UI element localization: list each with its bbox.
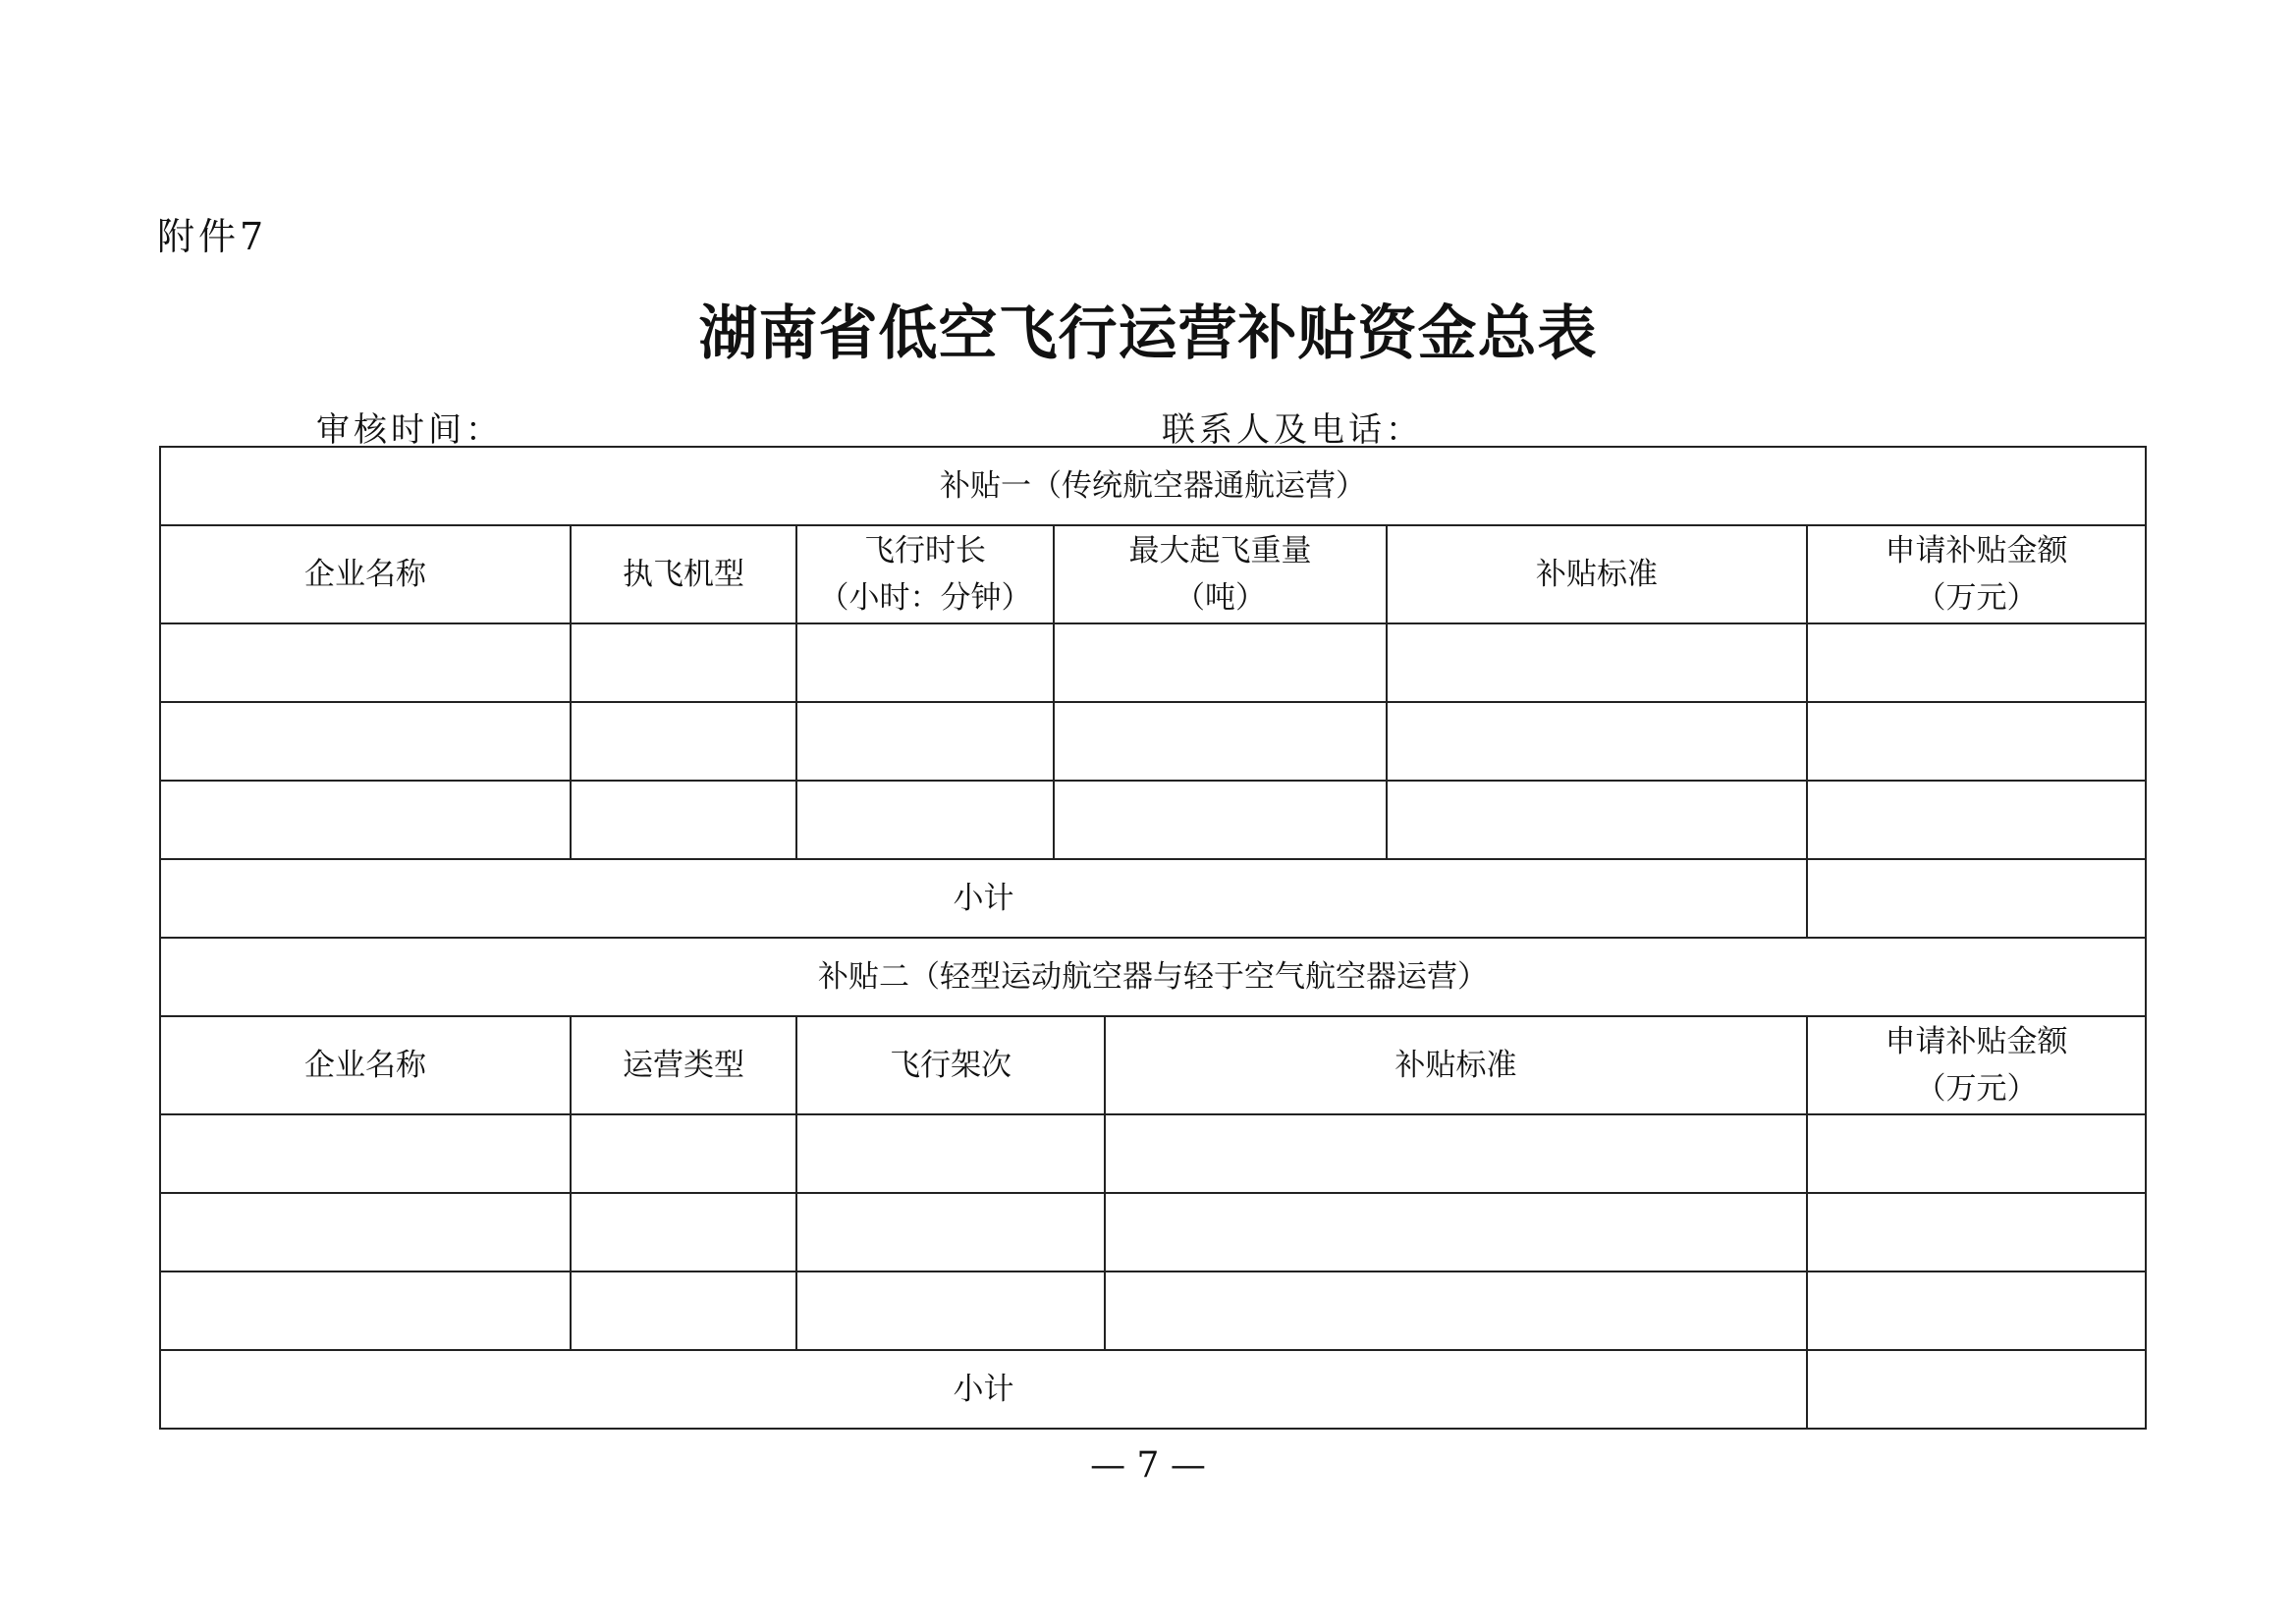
document-title: 湖南省低空飞行运营补贴资金总表 (698, 299, 1598, 368)
s2-subtotal-value (1807, 1350, 2146, 1429)
s2-header-amount-line2: （万元） (1915, 1071, 2038, 1107)
table-cell (160, 702, 571, 781)
table-cell (571, 1271, 796, 1350)
table-cell (571, 623, 796, 702)
s1-header-standard: 补贴标准 (1387, 525, 1807, 623)
s1-header-mtow-line2: （吨） (1175, 580, 1266, 616)
table-cell (1807, 1114, 2146, 1193)
table-row (160, 1271, 2146, 1350)
subsidy-summary-table (159, 446, 2147, 1430)
section2-header-row (160, 1016, 2146, 1114)
table-row (160, 781, 2146, 859)
section2-subtotal-row (160, 1350, 2146, 1429)
table-cell (1807, 623, 2146, 702)
table-cell (1054, 623, 1387, 702)
table-cell (796, 781, 1054, 859)
table-cell (1807, 1193, 2146, 1271)
table-cell (1807, 781, 2146, 859)
table-cell (796, 702, 1054, 781)
table-cell (796, 1114, 1105, 1193)
table-row (160, 623, 2146, 702)
table-row (160, 1193, 2146, 1271)
s1-subtotal-value (1807, 859, 2146, 938)
s1-header-mtow-line1: 最大起飞重量 (1128, 533, 1312, 568)
table-cell (1387, 623, 1807, 702)
s1-header-flight-hours-line2: （小时：分钟） (818, 580, 1032, 616)
s1-header-amount-line1: 申请补贴金额 (1885, 533, 2068, 568)
table-cell (160, 1271, 571, 1350)
attachment-label: 附件7 (157, 215, 268, 258)
table-cell (571, 702, 796, 781)
table-cell (1105, 1193, 1807, 1271)
section1-subtotal-row (160, 859, 2146, 938)
s2-header-amount-line1: 申请补贴金额 (1885, 1024, 2068, 1059)
s1-header-mtow (1054, 525, 1387, 623)
s2-header-company: 企业名称 (160, 1016, 571, 1114)
table-cell (1807, 702, 2146, 781)
table-row (160, 1114, 2146, 1193)
table-cell (571, 781, 796, 859)
s1-header-amount-line2: （万元） (1915, 580, 2038, 616)
table-cell (1054, 702, 1387, 781)
s1-header-amount (1807, 525, 2146, 623)
section2-heading: 补贴二（轻型运动航空器与轻于空气航空器运营） (160, 938, 2146, 1016)
section1-header-row (160, 525, 2146, 623)
s2-header-operation-type: 运营类型 (571, 1016, 796, 1114)
table-cell (1387, 702, 1807, 781)
table-cell (796, 1271, 1105, 1350)
s2-subtotal-label: 小计 (160, 1350, 1807, 1429)
table-row (160, 702, 2146, 781)
table-cell (796, 1193, 1105, 1271)
s1-subtotal-label: 小计 (160, 859, 1807, 938)
table-cell (1807, 1271, 2146, 1350)
s1-header-company: 企业名称 (160, 525, 571, 623)
s2-header-sorties: 飞行架次 (796, 1016, 1105, 1114)
s2-header-amount (1807, 1016, 2146, 1114)
table-cell (571, 1193, 796, 1271)
s1-header-flight-hours-line1: 飞行时长 (864, 533, 986, 568)
contact-label: 联系人及电话： (1162, 410, 1423, 450)
audit-time-label: 审核时间： (316, 410, 503, 450)
s1-header-aircraft-type: 执飞机型 (571, 525, 796, 623)
table-cell (160, 623, 571, 702)
table-cell (1105, 1114, 1807, 1193)
table-cell (160, 1193, 571, 1271)
table-cell (1387, 781, 1807, 859)
table-cell (1105, 1271, 1807, 1350)
page-number: — 7 — (1090, 1445, 1206, 1486)
table-cell (1054, 781, 1387, 859)
s1-header-flight-hours (796, 525, 1054, 623)
table-cell (571, 1114, 796, 1193)
s2-header-standard: 补贴标准 (1105, 1016, 1807, 1114)
table-cell (160, 1114, 571, 1193)
table-cell (796, 623, 1054, 702)
section1-heading: 补贴一（传统航空器通航运营） (160, 447, 2146, 525)
table-cell (160, 781, 571, 859)
